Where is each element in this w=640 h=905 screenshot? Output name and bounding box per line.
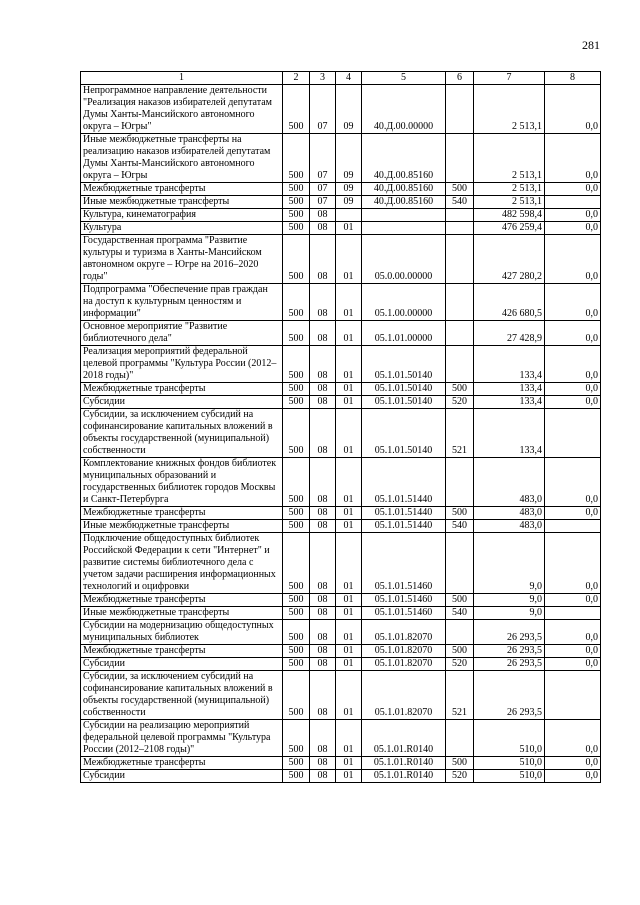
column-number-row xyxy=(81,72,601,85)
amount-cell: 2 513,1 xyxy=(474,85,545,134)
row-name-cell: Государственная программа "Развитие культуры и туризма в Ханты-Мансийском автономном округе – Югре на 2016–2020 годы" xyxy=(81,235,283,284)
division-code-cell: 08 xyxy=(310,507,336,520)
subdivision-code-cell: 01 xyxy=(336,383,362,396)
column-header: 3 xyxy=(310,72,336,85)
subdivision-code-cell: 09 xyxy=(336,196,362,209)
subdivision-code-cell: 01 xyxy=(336,409,362,458)
target-article-cell: 05.1.01.R0140 xyxy=(362,757,446,770)
amount-cell: 476 259,4 xyxy=(474,222,545,235)
row-name-cell: Межбюджетные трансферты xyxy=(81,383,283,396)
amount-cell: 26 293,5 xyxy=(474,645,545,658)
expense-type-cell: 520 xyxy=(446,770,474,783)
expense-type-cell: 500 xyxy=(446,645,474,658)
amount-2-cell: 0,0 xyxy=(545,645,601,658)
expense-type-cell: 540 xyxy=(446,520,474,533)
row-name-cell: Субсидии на реализацию мероприятий федеральной целевой программы "Культура России (2012–2108 годы)" xyxy=(81,720,283,757)
amount-2-cell: 0,0 xyxy=(545,346,601,383)
amount-2-cell: 0,0 xyxy=(545,770,601,783)
amount-cell: 2 513,1 xyxy=(474,196,545,209)
amount-2-cell: 0,0 xyxy=(545,235,601,284)
table-row xyxy=(81,770,601,783)
amount-cell: 483,0 xyxy=(474,520,545,533)
amount-2-cell xyxy=(545,409,601,458)
section-code-cell: 500 xyxy=(283,85,310,134)
subdivision-code-cell xyxy=(336,209,362,222)
row-name-cell: Иные межбюджетные трансферты xyxy=(81,196,283,209)
row-name-cell: Субсидии xyxy=(81,658,283,671)
target-article-cell: 40.Д.00.85160 xyxy=(362,196,446,209)
expense-type-cell: 500 xyxy=(446,507,474,520)
expense-type-cell: 500 xyxy=(446,757,474,770)
section-code-cell: 500 xyxy=(283,235,310,284)
subdivision-code-cell: 01 xyxy=(336,720,362,757)
subdivision-code-cell: 01 xyxy=(336,757,362,770)
row-name-cell: Культура xyxy=(81,222,283,235)
section-code-cell: 500 xyxy=(283,671,310,720)
amount-cell: 133,4 xyxy=(474,396,545,409)
amount-2-cell xyxy=(545,671,601,720)
amount-cell: 483,0 xyxy=(474,507,545,520)
expense-type-cell xyxy=(446,284,474,321)
amount-cell: 133,4 xyxy=(474,409,545,458)
amount-cell: 483,0 xyxy=(474,458,545,507)
division-code-cell: 08 xyxy=(310,658,336,671)
expense-type-cell: 521 xyxy=(446,671,474,720)
subdivision-code-cell: 09 xyxy=(336,183,362,196)
section-code-cell: 500 xyxy=(283,770,310,783)
amount-2-cell: 0,0 xyxy=(545,458,601,507)
amount-cell: 510,0 xyxy=(474,757,545,770)
division-code-cell: 08 xyxy=(310,620,336,645)
subdivision-code-cell: 01 xyxy=(336,658,362,671)
column-header: 6 xyxy=(446,72,474,85)
amount-cell: 26 293,5 xyxy=(474,671,545,720)
section-code-cell: 500 xyxy=(283,620,310,645)
section-code-cell: 500 xyxy=(283,607,310,620)
target-article-cell: 05.1.01.00000 xyxy=(362,321,446,346)
target-article-cell: 05.1.01.50140 xyxy=(362,346,446,383)
expense-type-cell xyxy=(446,346,474,383)
row-name-cell: Межбюджетные трансферты xyxy=(81,507,283,520)
table-row xyxy=(81,396,601,409)
amount-2-cell: 0,0 xyxy=(545,134,601,183)
amount-cell: 426 680,5 xyxy=(474,284,545,321)
expense-type-cell: 500 xyxy=(446,594,474,607)
target-article-cell: 05.1.01.51440 xyxy=(362,458,446,507)
expense-type-cell xyxy=(446,720,474,757)
table-row xyxy=(81,235,601,284)
row-name-cell: Межбюджетные трансферты xyxy=(81,645,283,658)
expense-type-cell xyxy=(446,235,474,284)
division-code-cell: 08 xyxy=(310,770,336,783)
amount-cell: 9,0 xyxy=(474,533,545,594)
amount-cell: 27 428,9 xyxy=(474,321,545,346)
expense-type-cell xyxy=(446,533,474,594)
row-name-cell: Иные межбюджетные трансферты xyxy=(81,607,283,620)
expense-type-cell: 521 xyxy=(446,409,474,458)
page-number: 281 xyxy=(582,38,600,52)
amount-cell: 26 293,5 xyxy=(474,658,545,671)
target-article-cell: 05.1.01.R0140 xyxy=(362,720,446,757)
amount-cell: 9,0 xyxy=(474,607,545,620)
subdivision-code-cell: 01 xyxy=(336,533,362,594)
target-article-cell: 05.1.01.51440 xyxy=(362,520,446,533)
subdivision-code-cell: 01 xyxy=(336,594,362,607)
target-article-cell: 05.1.00.00000 xyxy=(362,284,446,321)
target-article-cell xyxy=(362,222,446,235)
row-name-cell: Субсидии, за исключением субсидий на софинансирование капитальных вложений в объекты государственной (муниципальной) собственности xyxy=(81,409,283,458)
subdivision-code-cell: 01 xyxy=(336,645,362,658)
expense-type-cell xyxy=(446,134,474,183)
division-code-cell: 08 xyxy=(310,209,336,222)
row-name-cell: Основное мероприятие "Развитие библиотечного дела" xyxy=(81,321,283,346)
subdivision-code-cell: 01 xyxy=(336,346,362,383)
section-code-cell: 500 xyxy=(283,321,310,346)
table-row xyxy=(81,757,601,770)
table-row xyxy=(81,594,601,607)
expense-type-cell xyxy=(446,85,474,134)
row-name-cell: Реализация мероприятий федеральной целевой программы "Культура России (2012–2018 годы)" xyxy=(81,346,283,383)
amount-cell: 9,0 xyxy=(474,594,545,607)
amount-cell: 2 513,1 xyxy=(474,134,545,183)
table-row xyxy=(81,607,601,620)
section-code-cell: 500 xyxy=(283,520,310,533)
row-name-cell: Иные межбюджетные трансферты xyxy=(81,520,283,533)
section-code-cell: 500 xyxy=(283,757,310,770)
subdivision-code-cell: 01 xyxy=(336,620,362,645)
section-code-cell: 500 xyxy=(283,183,310,196)
table-row xyxy=(81,85,601,134)
table-row xyxy=(81,507,601,520)
section-code-cell: 500 xyxy=(283,222,310,235)
division-code-cell: 08 xyxy=(310,321,336,346)
expense-type-cell: 540 xyxy=(446,607,474,620)
division-code-cell: 08 xyxy=(310,396,336,409)
budget-table xyxy=(80,71,601,783)
target-article-cell: 05.1.01.82070 xyxy=(362,671,446,720)
table-row xyxy=(81,645,601,658)
target-article-cell: 05.1.01.82070 xyxy=(362,658,446,671)
section-code-cell: 500 xyxy=(283,196,310,209)
amount-2-cell: 0,0 xyxy=(545,396,601,409)
expense-type-cell: 500 xyxy=(446,183,474,196)
subdivision-code-cell: 01 xyxy=(336,671,362,720)
amount-cell: 427 280,2 xyxy=(474,235,545,284)
section-code-cell: 500 xyxy=(283,533,310,594)
division-code-cell: 08 xyxy=(310,383,336,396)
table-row xyxy=(81,520,601,533)
target-article-cell: 05.1.01.R0140 xyxy=(362,770,446,783)
amount-cell: 482 598,4 xyxy=(474,209,545,222)
amount-cell: 2 513,1 xyxy=(474,183,545,196)
amount-2-cell: 0,0 xyxy=(545,533,601,594)
row-name-cell: Культура, кинематография xyxy=(81,209,283,222)
amount-cell: 133,4 xyxy=(474,383,545,396)
target-article-cell: 05.1.01.50140 xyxy=(362,409,446,458)
target-article-cell: 05.0.00.00000 xyxy=(362,235,446,284)
section-code-cell: 500 xyxy=(283,720,310,757)
amount-2-cell xyxy=(545,520,601,533)
amount-cell: 133,4 xyxy=(474,346,545,383)
division-code-cell: 08 xyxy=(310,458,336,507)
target-article-cell: 05.1.01.50140 xyxy=(362,383,446,396)
expense-type-cell: 520 xyxy=(446,396,474,409)
expense-type-cell: 540 xyxy=(446,196,474,209)
table-row xyxy=(81,196,601,209)
column-header: 5 xyxy=(362,72,446,85)
amount-2-cell: 0,0 xyxy=(545,284,601,321)
section-code-cell: 500 xyxy=(283,458,310,507)
amount-2-cell xyxy=(545,607,601,620)
amount-2-cell: 0,0 xyxy=(545,85,601,134)
division-code-cell: 08 xyxy=(310,533,336,594)
section-code-cell: 500 xyxy=(283,507,310,520)
table-row xyxy=(81,409,601,458)
section-code-cell: 500 xyxy=(283,396,310,409)
section-code-cell: 500 xyxy=(283,658,310,671)
amount-2-cell: 0,0 xyxy=(545,507,601,520)
division-code-cell: 07 xyxy=(310,183,336,196)
amount-cell: 510,0 xyxy=(474,770,545,783)
amount-2-cell: 0,0 xyxy=(545,720,601,757)
amount-2-cell: 0,0 xyxy=(545,383,601,396)
row-name-cell: Подключение общедоступных библиотек Российской Федерации к сети "Интернет" и развитие системы библиотечного дела с учетом задачи расширения информационных технологий и оцифровки xyxy=(81,533,283,594)
amount-2-cell: 0,0 xyxy=(545,757,601,770)
expense-type-cell xyxy=(446,620,474,645)
subdivision-code-cell: 01 xyxy=(336,396,362,409)
row-name-cell: Межбюджетные трансферты xyxy=(81,757,283,770)
subdivision-code-cell: 01 xyxy=(336,284,362,321)
row-name-cell: Подпрограмма "Обеспечение прав граждан на доступ к культурным ценностям и информации" xyxy=(81,284,283,321)
amount-2-cell: 0,0 xyxy=(545,183,601,196)
division-code-cell: 08 xyxy=(310,409,336,458)
table-row xyxy=(81,383,601,396)
expense-type-cell xyxy=(446,458,474,507)
row-name-cell: Субсидии на модернизацию общедоступных муниципальных библиотек xyxy=(81,620,283,645)
table-row xyxy=(81,284,601,321)
target-article-cell: 40.Д.00.85160 xyxy=(362,183,446,196)
subdivision-code-cell: 01 xyxy=(336,520,362,533)
column-header: 8 xyxy=(545,72,601,85)
subdivision-code-cell: 09 xyxy=(336,85,362,134)
subdivision-code-cell: 01 xyxy=(336,607,362,620)
table-row xyxy=(81,720,601,757)
division-code-cell: 08 xyxy=(310,671,336,720)
section-code-cell: 500 xyxy=(283,346,310,383)
division-code-cell: 08 xyxy=(310,235,336,284)
row-name-cell: Комплектование книжных фондов библиотек муниципальных образований и государственных библиотек городов Москвы и Санкт-Петербурга xyxy=(81,458,283,507)
section-code-cell: 500 xyxy=(283,134,310,183)
column-header: 4 xyxy=(336,72,362,85)
table-row xyxy=(81,533,601,594)
subdivision-code-cell: 01 xyxy=(336,235,362,284)
column-header: 7 xyxy=(474,72,545,85)
division-code-cell: 08 xyxy=(310,346,336,383)
target-article-cell: 05.1.01.82070 xyxy=(362,620,446,645)
target-article-cell: 05.1.01.51440 xyxy=(362,507,446,520)
target-article-cell: 05.1.01.51460 xyxy=(362,594,446,607)
target-article-cell: 40.Д.00.00000 xyxy=(362,85,446,134)
target-article-cell: 05.1.01.50140 xyxy=(362,396,446,409)
amount-cell: 26 293,5 xyxy=(474,620,545,645)
row-name-cell: Субсидии, за исключением субсидий на софинансирование капитальных вложений в объекты государственной (муниципальной) собственности xyxy=(81,671,283,720)
table-row xyxy=(81,183,601,196)
expense-type-cell: 500 xyxy=(446,383,474,396)
section-code-cell: 500 xyxy=(283,409,310,458)
target-article-cell xyxy=(362,209,446,222)
division-code-cell: 08 xyxy=(310,594,336,607)
amount-2-cell: 0,0 xyxy=(545,620,601,645)
table-row xyxy=(81,658,601,671)
section-code-cell: 500 xyxy=(283,284,310,321)
row-name-cell: Межбюджетные трансферты xyxy=(81,183,283,196)
row-name-cell: Субсидии xyxy=(81,770,283,783)
amount-2-cell: 0,0 xyxy=(545,594,601,607)
division-code-cell: 07 xyxy=(310,196,336,209)
amount-cell: 510,0 xyxy=(474,720,545,757)
subdivision-code-cell: 01 xyxy=(336,222,362,235)
target-article-cell: 05.1.01.82070 xyxy=(362,645,446,658)
target-article-cell: 40.Д.00.85160 xyxy=(362,134,446,183)
division-code-cell: 07 xyxy=(310,134,336,183)
column-header: 2 xyxy=(283,72,310,85)
division-code-cell: 08 xyxy=(310,645,336,658)
amount-2-cell: 0,0 xyxy=(545,209,601,222)
expense-type-cell xyxy=(446,222,474,235)
target-article-cell: 05.1.01.51460 xyxy=(362,533,446,594)
division-code-cell: 08 xyxy=(310,222,336,235)
table-row xyxy=(81,134,601,183)
subdivision-code-cell: 01 xyxy=(336,770,362,783)
row-name-cell: Субсидии xyxy=(81,396,283,409)
row-name-cell: Межбюджетные трансферты xyxy=(81,594,283,607)
division-code-cell: 07 xyxy=(310,85,336,134)
table-row xyxy=(81,458,601,507)
column-header: 1 xyxy=(81,72,283,85)
amount-2-cell: 0,0 xyxy=(545,321,601,346)
row-name-cell: Непрограммное направление деятельности "Реализация наказов избирателей депутатам Думы Ханты-Мансийского автономного округа – Югры" xyxy=(81,85,283,134)
table-row xyxy=(81,222,601,235)
expense-type-cell: 520 xyxy=(446,658,474,671)
subdivision-code-cell: 01 xyxy=(336,321,362,346)
division-code-cell: 08 xyxy=(310,520,336,533)
row-name-cell: Иные межбюджетные трансферты на реализацию наказов избирателей депутатам Думы Ханты-Мансийского автономного округа – Югры xyxy=(81,134,283,183)
subdivision-code-cell: 01 xyxy=(336,458,362,507)
table-row xyxy=(81,209,601,222)
section-code-cell: 500 xyxy=(283,383,310,396)
amount-2-cell: 0,0 xyxy=(545,222,601,235)
table-row xyxy=(81,671,601,720)
division-code-cell: 08 xyxy=(310,757,336,770)
division-code-cell: 08 xyxy=(310,607,336,620)
amount-2-cell xyxy=(545,196,601,209)
division-code-cell: 08 xyxy=(310,284,336,321)
table-row xyxy=(81,321,601,346)
section-code-cell: 500 xyxy=(283,209,310,222)
section-code-cell: 500 xyxy=(283,645,310,658)
table-row xyxy=(81,620,601,645)
subdivision-code-cell: 01 xyxy=(336,507,362,520)
target-article-cell: 05.1.01.51460 xyxy=(362,607,446,620)
subdivision-code-cell: 09 xyxy=(336,134,362,183)
expense-type-cell xyxy=(446,209,474,222)
expense-type-cell xyxy=(446,321,474,346)
section-code-cell: 500 xyxy=(283,594,310,607)
amount-2-cell: 0,0 xyxy=(545,658,601,671)
table-row xyxy=(81,346,601,383)
division-code-cell: 08 xyxy=(310,720,336,757)
